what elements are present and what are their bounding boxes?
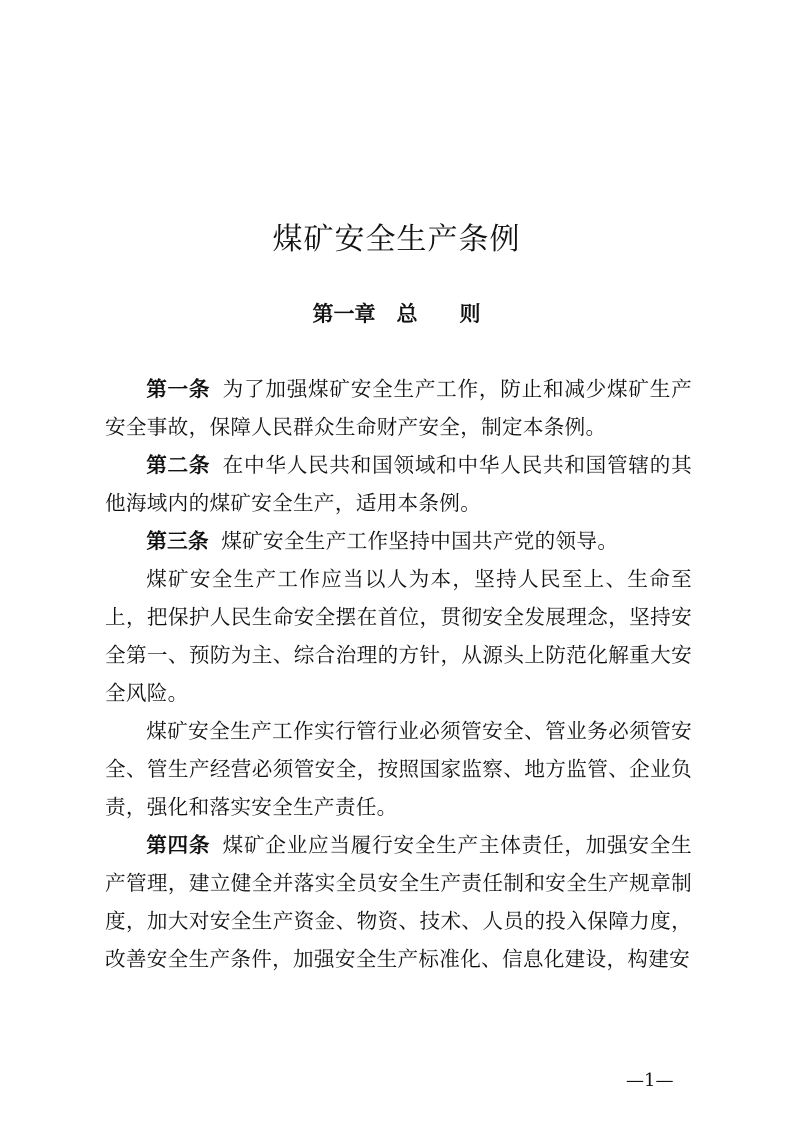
document-body [105, 370, 692, 978]
paragraph [105, 446, 692, 522]
paragraph [105, 560, 692, 712]
paragraph [105, 712, 692, 826]
paragraph [105, 522, 692, 560]
paragraph-text: 煤矿安全生产工作实行管行业必须管安全、管业务必须管安全、管生产经营必须管安全，按照国家监察、地方监管、企业负责，强化和落实安全生产责任。 [105, 719, 692, 819]
article-number: 第一条 [146, 377, 211, 401]
paragraph-text: 煤矿安全生产工作应当以人为本，坚持人民至上、生命至上，把保护人民生命安全摆在首位，贯彻安全发展理念，坚持安全第一、预防为主、综合治理的方针，从源头上防范化解重大安全风险。 [105, 567, 692, 705]
chapter-heading: 第一章 总 则 [312, 302, 481, 326]
paragraph-text: 煤矿企业应当履行安全生产主体责任，加强安全生产管理，建立健全并落实全员安全生产责任制和安全生产规章制度，加大对安全生产资金、物资、技术、人员的投入保障力度，改善安全生产条件，加强安全生产标准化、信息化建设，构建安 [105, 833, 692, 971]
paragraph-text: 在中华人民共和国领域和中华人民共和国管辖的其他海域内的煤矿安全生产，适用本条例。 [105, 453, 692, 515]
paragraph [105, 370, 692, 446]
article-number: 第四条 [146, 833, 211, 857]
paragraph [105, 826, 692, 978]
article-number: 第三条 [146, 529, 209, 553]
document-title: 煤矿安全生产条例 [272, 222, 521, 257]
page-number: —1— [626, 1070, 674, 1091]
paragraph-text: 煤矿安全生产工作坚持中国共产党的领导。 [221, 529, 619, 553]
paragraph-text: 为了加强煤矿安全生产工作，防止和减少煤矿生产安全事故，保障人民群众生命财产安全，制定本条例。 [105, 377, 692, 439]
article-number: 第二条 [146, 453, 211, 477]
